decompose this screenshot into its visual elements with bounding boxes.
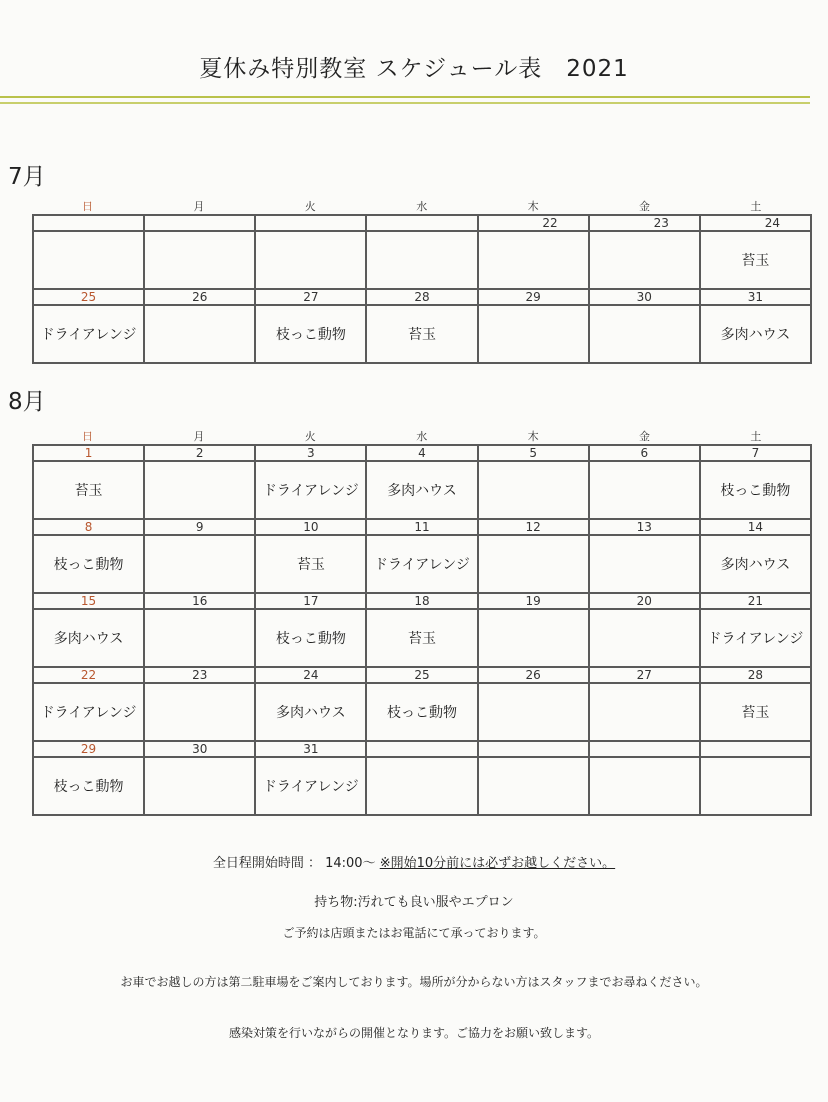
event-cell — [367, 232, 476, 288]
event-cell: 多肉ハウス — [701, 306, 810, 362]
event-cell — [590, 536, 699, 592]
title-rule — [0, 96, 810, 98]
event-cell — [256, 232, 365, 288]
day-number: 14 — [701, 520, 810, 534]
weekday-label: 月 — [193, 430, 205, 443]
event-cell — [479, 610, 588, 666]
day-number: 26 — [145, 290, 254, 304]
day-number: 19 — [479, 594, 588, 608]
event-cell: 多肉ハウス — [701, 536, 810, 592]
day-number: 18 — [367, 594, 476, 608]
weekday-label: 日 — [82, 430, 93, 443]
event-cell — [590, 684, 699, 740]
day-number — [479, 742, 588, 756]
day-number: 23 — [145, 668, 254, 682]
day-number: 25 — [34, 290, 143, 304]
august-label: 8月 — [8, 389, 46, 415]
event-cell: ドライアレンジ — [34, 684, 143, 740]
day-number — [256, 216, 365, 230]
event-cell: 苔玉 — [34, 462, 143, 518]
day-number: 27 — [590, 668, 699, 682]
event-cell — [34, 232, 143, 288]
day-number: 5 — [479, 446, 588, 460]
event-cell: 多肉ハウス — [256, 684, 365, 740]
day-number: 28 — [701, 668, 810, 682]
weekday-label: 月 — [193, 200, 205, 213]
day-number: 7 — [701, 446, 810, 460]
event-cell: 枝っこ動物 — [256, 610, 365, 666]
weekday-label: 火 — [304, 200, 316, 213]
title-rule-2 — [0, 102, 810, 104]
event-cell — [145, 462, 254, 518]
day-number: 17 — [256, 594, 365, 608]
day-number: 27 — [256, 290, 365, 304]
day-number: 25 — [367, 668, 476, 682]
event-cell — [479, 462, 588, 518]
event-cell — [145, 610, 254, 666]
weekday-header — [32, 198, 812, 214]
day-number — [145, 216, 254, 230]
weekday-label: 水 — [416, 430, 428, 443]
event-cell — [479, 536, 588, 592]
day-number: 13 — [590, 520, 699, 534]
weekday-label: 土 — [750, 430, 762, 443]
july-calendar — [32, 198, 812, 370]
event-cell — [479, 684, 588, 740]
event-cell — [479, 232, 588, 288]
day-number: 20 — [590, 594, 699, 608]
july-grid — [32, 214, 812, 364]
weekday-label: 木 — [527, 200, 539, 213]
day-number: 30 — [145, 742, 254, 756]
day-number: 28 — [367, 290, 476, 304]
event-cell — [590, 462, 699, 518]
day-number: 31 — [256, 742, 365, 756]
event-cell: ドライアレンジ — [256, 462, 365, 518]
event-cell: 苔玉 — [367, 306, 476, 362]
day-number: 30 — [590, 290, 699, 304]
event-cell — [145, 232, 254, 288]
event-cell: 苔玉 — [701, 684, 810, 740]
weekday-label: 日 — [82, 200, 93, 213]
event-cell: 苔玉 — [367, 610, 476, 666]
event-cell: 苔玉 — [701, 232, 810, 288]
day-number: 11 — [367, 520, 476, 534]
start-time-line — [0, 852, 828, 871]
parking-note: お車でお越しの方は第二駐車場をご案内しております。場所が分からない方はスタッフまでお尋ねください。 — [120, 975, 708, 989]
day-number — [590, 742, 699, 756]
event-cell: ドライアレンジ — [34, 306, 143, 362]
start-time-note: ※開始10分前には必ずお越しください。 — [379, 856, 616, 871]
day-number: 29 — [479, 290, 588, 304]
event-cell: ドライアレンジ — [256, 758, 365, 814]
day-number: 29 — [34, 742, 143, 756]
event-cell — [479, 306, 588, 362]
event-cell — [590, 758, 699, 814]
event-cell: 枝っこ動物 — [701, 462, 810, 518]
day-number: 4 — [367, 446, 476, 460]
event-cell — [479, 758, 588, 814]
weekday-label: 水 — [416, 200, 428, 213]
day-number — [34, 216, 143, 230]
day-number: 31 — [701, 290, 810, 304]
event-cell — [145, 684, 254, 740]
event-cell: 枝っこ動物 — [34, 536, 143, 592]
event-cell — [367, 758, 476, 814]
weekday-label: 金 — [639, 200, 650, 213]
weekday-label: 土 — [750, 200, 762, 213]
event-cell — [590, 306, 699, 362]
page-title: 夏休み特別教室 スケジュール表 2021 — [199, 56, 629, 82]
day-number: 3 — [256, 446, 365, 460]
event-cell: 多肉ハウス — [34, 610, 143, 666]
day-number: 22 — [34, 668, 143, 682]
belongings-note: 持ち物:汚れても良い服やエプロン — [314, 895, 514, 910]
reservation-note: ご予約は店頭またはお電話にて承っております。 — [282, 926, 546, 940]
covid-note: 感染対策を行いながらの開催となります。ご協力をお願い致します。 — [228, 1026, 600, 1040]
event-cell — [145, 306, 254, 362]
day-number: 23 — [590, 216, 699, 230]
day-number: 12 — [479, 520, 588, 534]
day-number: 16 — [145, 594, 254, 608]
start-time-label: 全日程開始時間 ： 14:00～ — [212, 856, 380, 871]
weekday-label: 火 — [304, 430, 316, 443]
august-calendar — [32, 428, 812, 824]
event-cell: 枝っこ動物 — [256, 306, 365, 362]
day-number — [701, 742, 810, 756]
day-number: 6 — [590, 446, 699, 460]
event-cell: 枝っこ動物 — [34, 758, 143, 814]
event-cell — [701, 758, 810, 814]
weekday-header — [32, 428, 812, 444]
day-number: 9 — [145, 520, 254, 534]
day-number: 24 — [701, 216, 810, 230]
day-number — [367, 742, 476, 756]
day-number: 24 — [256, 668, 365, 682]
event-cell: 多肉ハウス — [367, 462, 476, 518]
day-number — [367, 216, 476, 230]
event-cell — [590, 610, 699, 666]
event-cell: 枝っこ動物 — [367, 684, 476, 740]
day-number: 1 — [34, 446, 143, 460]
event-cell — [145, 536, 254, 592]
july-label: 7月 — [8, 164, 46, 190]
day-number: 26 — [479, 668, 588, 682]
weekday-label: 金 — [639, 430, 650, 443]
event-cell — [590, 232, 699, 288]
day-number: 22 — [479, 216, 588, 230]
event-cell — [145, 758, 254, 814]
day-number: 10 — [256, 520, 365, 534]
event-cell: ドライアレンジ — [367, 536, 476, 592]
day-number: 15 — [34, 594, 143, 608]
weekday-label: 木 — [527, 430, 539, 443]
day-number: 2 — [145, 446, 254, 460]
day-number: 8 — [34, 520, 143, 534]
event-cell: ドライアレンジ — [701, 610, 810, 666]
day-number: 21 — [701, 594, 810, 608]
event-cell: 苔玉 — [256, 536, 365, 592]
august-grid — [32, 444, 812, 816]
